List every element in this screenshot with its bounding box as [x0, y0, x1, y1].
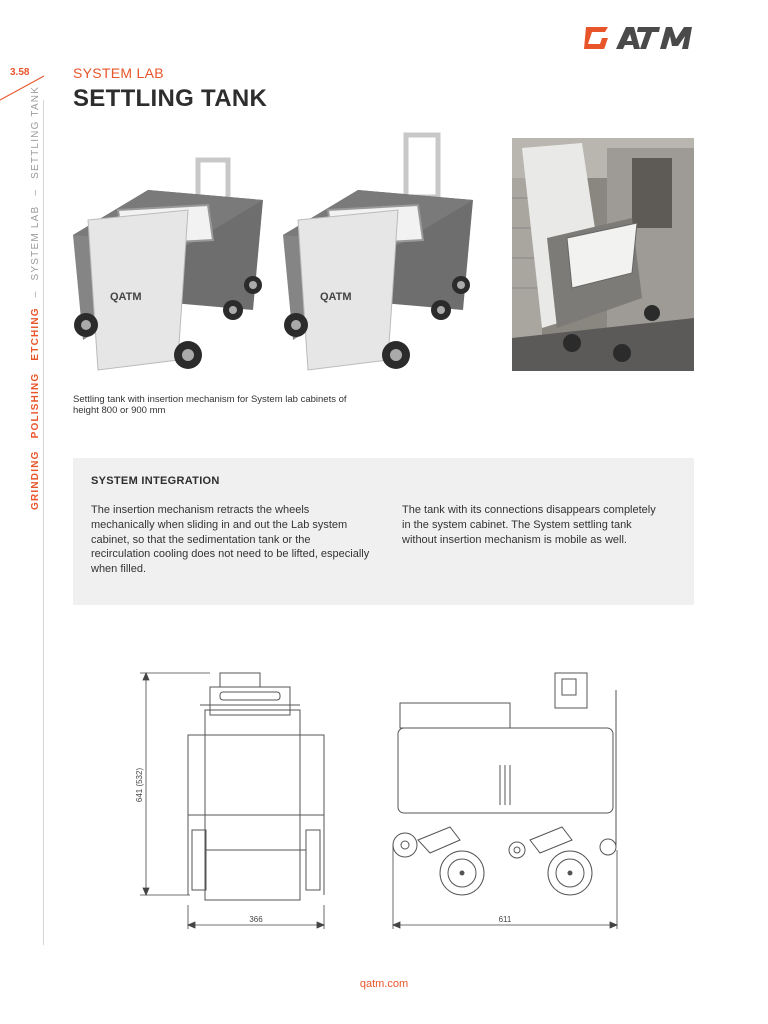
height-dimension: [140, 673, 210, 895]
product-logo-text: QATM: [320, 291, 352, 303]
product-logo-text: QATM: [110, 291, 142, 303]
technical-drawings: [130, 665, 630, 940]
integration-text-right: The tank with its connections disappears completely in the system cabinet. The System settling tank without insertion mechanism is mobile as well.: [402, 504, 656, 546]
page-title: SETTLING TANK: [73, 85, 268, 112]
section-label: SYSTEM LAB: [73, 65, 164, 81]
side-nav-separator: –: [30, 188, 41, 196]
image-caption: Settling tank with insertion mechanism for System lab cabinets of height 800 or 900 mm: [73, 394, 347, 416]
front-width-label: 366: [249, 915, 263, 924]
side-divider: [43, 100, 44, 945]
product-photo-in-cabinet: [512, 138, 694, 371]
product-render-handle-lowered: [68, 150, 268, 385]
front-view-drawing: [188, 673, 324, 900]
side-width-label: 611: [498, 915, 512, 924]
side-nav-grinding[interactable]: GRINDING: [30, 450, 41, 510]
footer-website-link[interactable]: qatm.com: [359, 978, 409, 990]
side-nav-polishing[interactable]: POLISHING: [30, 372, 41, 439]
system-integration-panel: [73, 458, 694, 605]
product-render-handle-raised: [278, 130, 478, 385]
side-view-drawing: [393, 673, 616, 895]
integration-text-left: The insertion mechanism retracts the wheels mechanically when sliding in and out the Lab system cabinet, so that the sedimentation tank or the recirculation cooling does not need to be lifted, especially when filled.: [91, 504, 370, 576]
qatm-logo: [584, 24, 696, 52]
height-dimension-label: 641 (532): [135, 767, 144, 803]
side-nav-settling-tank: SETTLING TANK: [30, 85, 41, 179]
side-nav-separator: –: [30, 290, 41, 298]
page-number: 3.58: [10, 67, 30, 78]
system-integration-title: SYSTEM INTEGRATION: [91, 475, 220, 487]
side-nav-etching[interactable]: ETCHING: [30, 307, 41, 361]
side-navigation: [30, 86, 41, 510]
side-nav-system-lab: SYSTEM LAB: [30, 205, 41, 281]
